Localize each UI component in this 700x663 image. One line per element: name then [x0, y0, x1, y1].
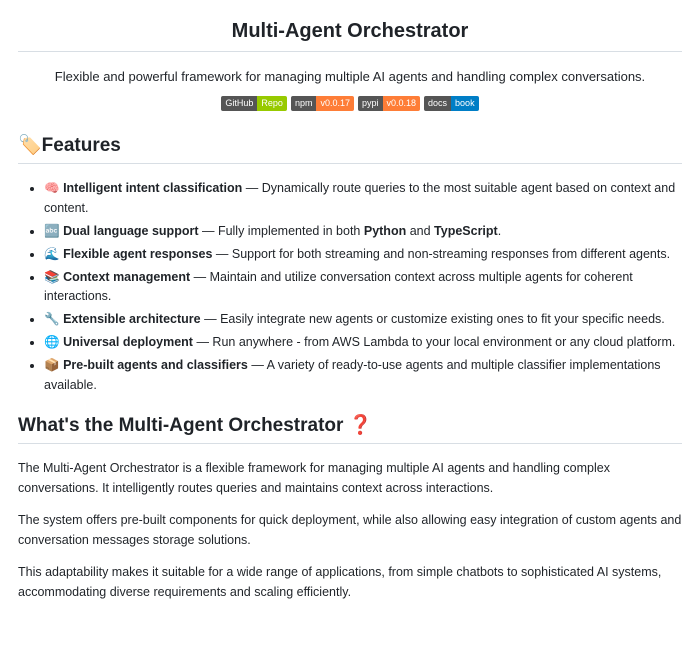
abc-input-icon: 🔤	[44, 222, 60, 238]
feature-flexible-responses: • 🌊 Flexible agent responses — Support for both streaming and non-streaming responses from different agents.	[44, 244, 682, 265]
page-title: Multi-Agent Orchestrator	[18, 0, 682, 52]
whats-paragraph-2: The system offers pre-built components for quick deployment, while also allowing easy integration of custom agents and conversation messages storage solutions.	[18, 513, 682, 547]
wrench-icon: 🔧	[44, 311, 60, 326]
docs-book-badge[interactable]: docs book	[424, 96, 479, 111]
github-repo-badge[interactable]: GitHub Repo	[221, 96, 287, 111]
globe-icon: 🌐	[44, 334, 60, 349]
feature-universal-deployment: • 🌐 Universal deployment — Run anywhere - from AWS Lambda to your local environment or any cloud platform.	[44, 332, 682, 353]
feature-intent-classification: • 🧠 Intelligent intent classification — Dynamically route queries to the most suitable agent based on context and content.	[44, 178, 682, 218]
npm-version-badge[interactable]: npm v0.0.17	[291, 96, 354, 111]
question-mark-icon: ❓	[348, 414, 373, 436]
whats-paragraph-1: The Multi-Agent Orchestrator is a flexible framework for managing multiple AI agents and handling complex conversations. It intelligently routes queries and maintains context across interactions.	[18, 461, 610, 495]
wave-icon: 🌊	[44, 245, 60, 261]
feature-dual-language: • 🔤 Dual language support — Fully implemented in both Python and TypeScript.	[44, 221, 682, 242]
feature-extensible-architecture: • 🔧 Extensible architecture — Easily integrate new agents or customize existing ones to fit your specific needs.	[44, 309, 682, 330]
whats-heading: What's the Multi-Agent Orchestrator ❓	[18, 413, 682, 444]
feature-prebuilt-agents: • 📦 Pre-built agents and classifiers — A variety of ready-to-use agents and multiple classifier implementations available.	[44, 355, 682, 395]
features-heading: 🏷️Features	[18, 133, 682, 164]
books-icon: 📚	[44, 268, 60, 284]
feature-context-management: • 📚 Context management — Maintain and utilize conversation context across multiple agents for coherent interactions.	[44, 267, 682, 307]
label-tag-icon: 🏷️	[18, 134, 42, 156]
features-list	[18, 178, 682, 395]
package-icon: 📦	[44, 357, 60, 372]
tagline: Flexible and powerful framework for managing multiple AI agents and handling complex conversations.	[54, 69, 646, 84]
brain-icon: 🧠	[44, 180, 60, 195]
whats-paragraph-3: This adaptability makes it suitable for a wide range of applications, from simple chatbots to sophisticated AI systems, accommodating diverse requirements and scaling efficiently.	[18, 565, 662, 599]
badge-row	[18, 96, 682, 111]
pypi-version-badge[interactable]: pypi v0.0.18	[358, 96, 420, 111]
